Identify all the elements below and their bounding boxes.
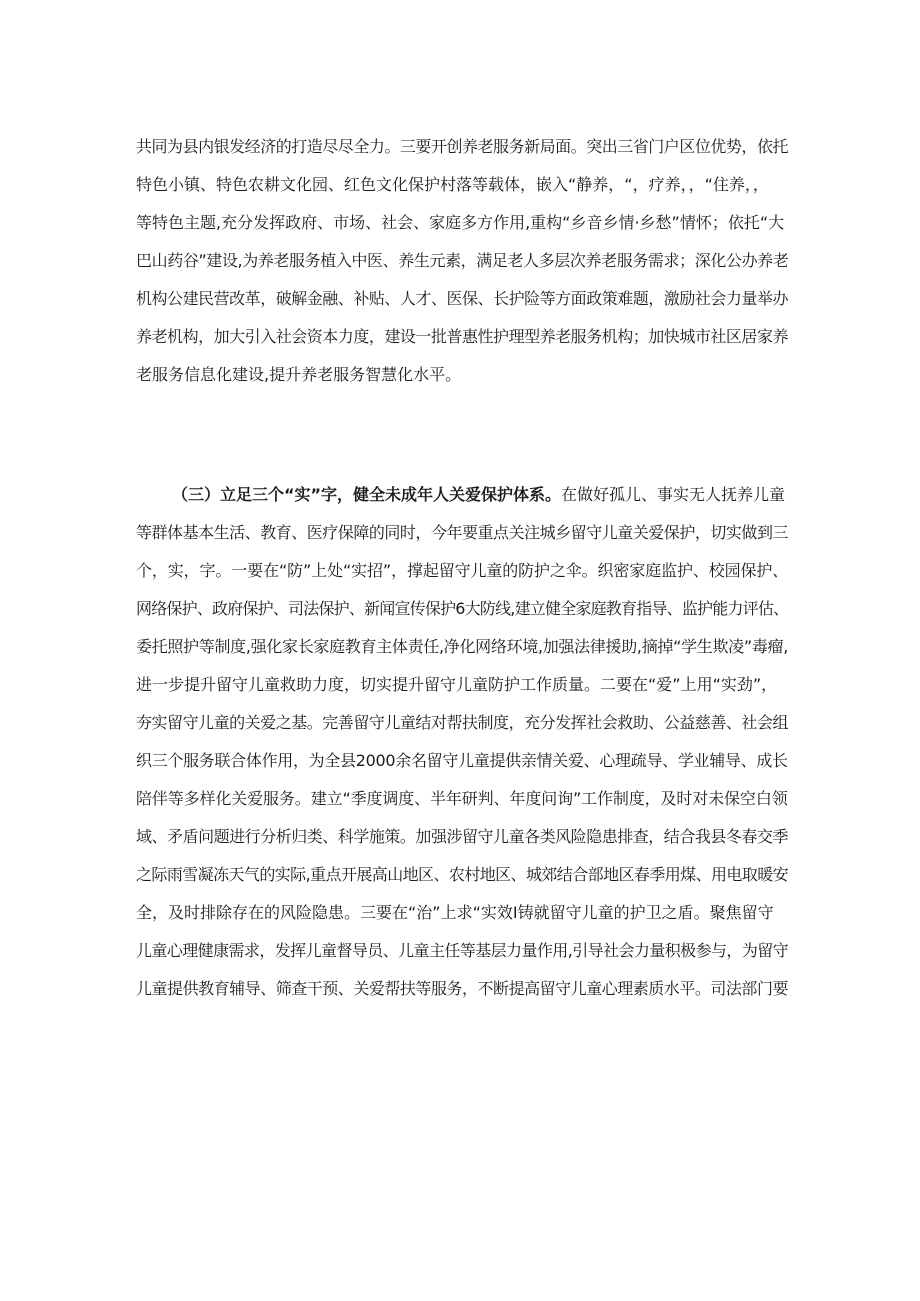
text-line: 等特色主题,充分发挥政府、市场、社会、家庭多方作用,重构“乡音乡情·乡愁”情怀；依托“大 (136, 213, 785, 232)
text-line: 特色小镇、特色农耕文化园、红色文化保护村落等载体，嵌入“静养，“，疗养，，“住养，， (136, 175, 769, 194)
paragraph-minor-protection (136, 476, 788, 1008)
text-line: 之际雨雪凝冻天气的实际,重点开展高山地区、农村地区、城郊结合部地区春季用煤、用电取暖安 (136, 865, 789, 884)
text-line: 老服务信息化建设,提升养老服务智慧化水平。 (136, 365, 462, 384)
heading-line-continuation: 在做好孤儿、事实无人抚养儿童 (561, 485, 786, 504)
text-line: 委托照护等制度,强化家长家庭教育主体责任,净化网络环境,加强法律援助,摘掉“学生欺凌”毒瘤, (136, 637, 789, 656)
text-line: 共同为县内银发经济的打造尽尽全力。三要开创养老服务新局面。突出三省门户区位优势，依托 (136, 137, 789, 156)
text-line: 等群体基本生活、教育、医疗保障的同时，今年要重点关注城乡留守儿童关爱保护，切实做到三 (136, 523, 789, 542)
text-line (136, 476, 788, 514)
section-heading: （三）立足三个“实”字，健全未成年人关爱保护体系。 (172, 485, 562, 504)
text-line: 个，实，字。一要在“防”上处“实招”，撑起留守儿童的防护之伞。织密家庭监护、校园保护、 (136, 561, 789, 580)
text-line: 网络保护、政府保护、司法保护、新闻宣传保护6大防线,建立健全家庭教育指导、监护能力评估、 (136, 599, 789, 618)
text-line: 养老机构，加大引入社会资本力度，建设一批普惠性护理型养老服务机构；加快城市社区居家养 (136, 327, 789, 346)
text-line: 织三个服务联合体作用，为全县2000余名留守儿童提供亲情关爱、心理疏导、学业辅导、成长 (136, 751, 788, 770)
paragraph-elderly-services (136, 128, 788, 394)
text-line: 儿童心理健康需求，发挥儿童督导员、儿童主任等基层力量作用,引导社会力量积极参与，为留守 (136, 941, 789, 960)
text-line: 夯实留守儿童的关爱之基。完善留守儿童结对帮扶制度，充分发挥社会救助、公益慈善、社会组 (136, 713, 789, 732)
text-line: 域、矛盾问题进行分析归类、科学施策。加强涉留守儿童各类风险隐患排查，结合我县冬春交季 (136, 827, 789, 846)
text-line: 巴山药谷”建设,为养老服务植入中医、养生元素，满足老人多层次养老服务需求；深化公办养老 (136, 251, 789, 270)
text-line: 陪伴等多样化关爱服务。建立“季度调度、半年研判、年度问询”工作制度，及时对未保空白领 (136, 789, 788, 808)
text-line: 进一步提升留守儿童救助力度，切实提升留守儿童防护工作质量。二要在“爱”上用“实劲”， (136, 675, 778, 694)
text-line: 儿童提供教育辅导、筛查干预、关爱帮扶等服务，不断提高留守儿童心理素质水平。司法部门要 (136, 979, 789, 998)
text-line: 机构公建民营改革，破解金融、补贴、人才、医保、长护险等方面政策难题，激励社会力量举办 (136, 289, 789, 308)
text-line: 全，及时排除存在的风险隐患。三要在“治”上求“实效Ⅰ铸就留守儿童的护卫之盾。聚焦留守 (136, 903, 774, 922)
